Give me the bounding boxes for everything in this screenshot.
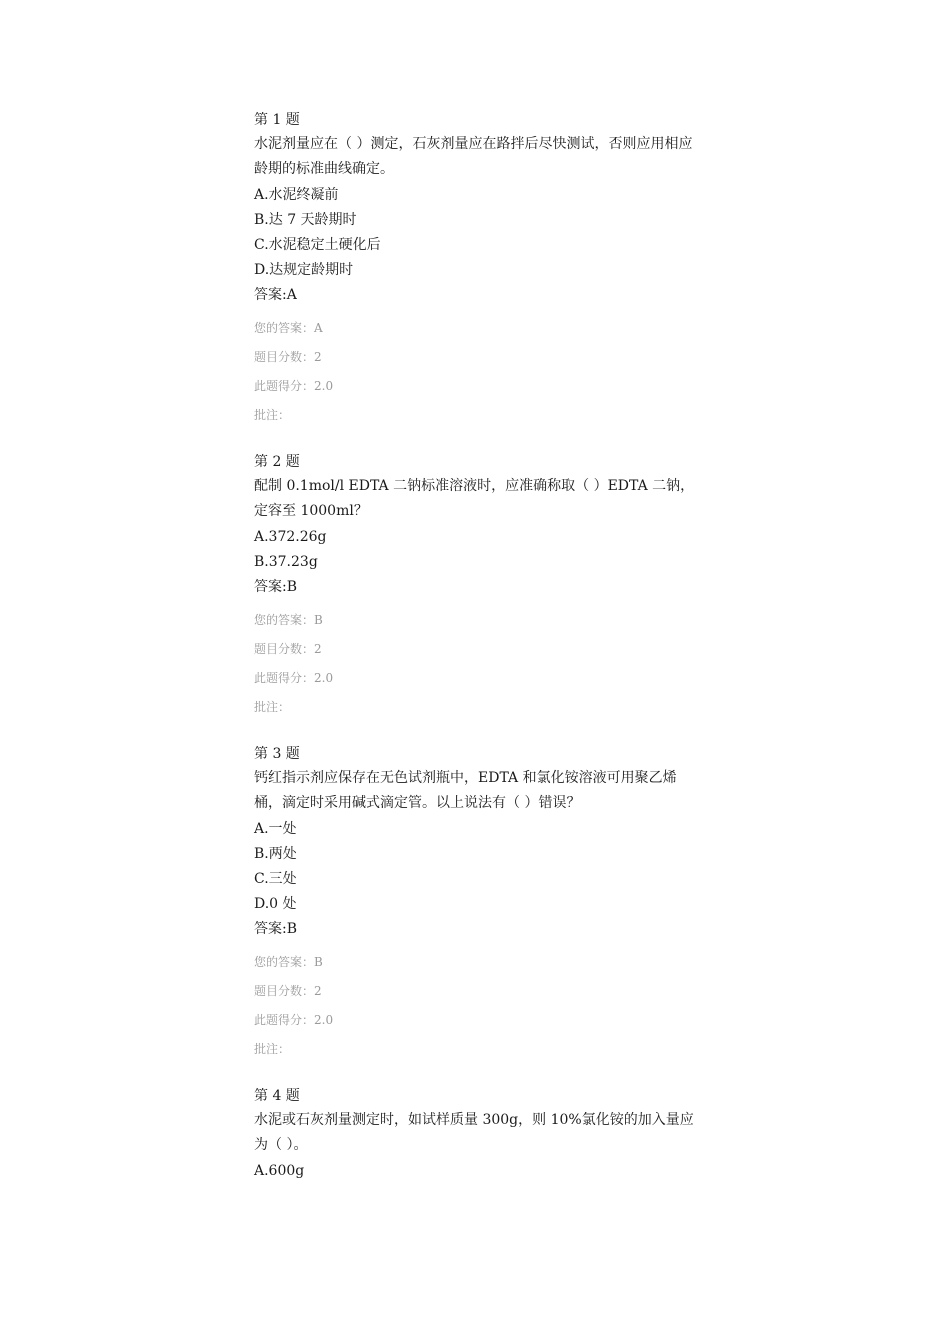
question-text: 水泥剂量应在（ ）测定，石灰剂量应在路拌后尽快测试，否则应用相应龄期的标准曲线确定。 [254, 136, 693, 177]
question-3 [254, 742, 702, 1064]
earned-label: 此题得分： [254, 379, 315, 393]
note-row [254, 693, 702, 722]
option-c: C.水泥稳定土硬化后 [254, 237, 381, 253]
question-text: 配制 0.1mol/l EDTA 二钠标准溶液时，应准确称取（ ）EDTA 二钠，定容至 1000ml？ [254, 478, 695, 519]
note-label: 批注： [254, 408, 291, 422]
score-row [254, 635, 702, 664]
earned-row [254, 372, 702, 401]
option-a: A.一处 [254, 821, 297, 837]
earned-row [254, 664, 702, 693]
option-a: A.372.26g [254, 529, 327, 545]
your-answer-label: 您的答案： [254, 321, 315, 335]
question-1 [254, 108, 702, 430]
question-title: 第 4 题 [254, 1088, 300, 1104]
option-a: A.600g [254, 1163, 305, 1179]
score-row [254, 977, 702, 1006]
question-title: 第 2 题 [254, 454, 300, 470]
note-label: 批注： [254, 700, 291, 714]
score-row [254, 343, 702, 372]
correct-answer: 答案:B [254, 921, 298, 937]
option-a: A.水泥终凝前 [254, 187, 339, 203]
earned-label: 此题得分： [254, 1013, 315, 1027]
your-answer-row [254, 948, 702, 977]
score-label: 题目分数： [254, 350, 315, 364]
note-row [254, 1035, 702, 1064]
option-b: B.两处 [254, 846, 297, 862]
earned-row [254, 1006, 702, 1035]
score-value: 2 [314, 984, 322, 998]
correct-answer: 答案:A [254, 287, 297, 303]
score-value: 2 [314, 350, 322, 364]
question-title: 第 1 题 [254, 112, 300, 128]
question-text: 水泥或石灰剂量测定时，如试样质量 300g，则 10%氯化铵的加入量应为（ ）。 [254, 1112, 694, 1153]
note-label: 批注： [254, 1042, 291, 1056]
your-answer-value: B [314, 955, 323, 969]
option-b: B.37.23g [254, 554, 318, 570]
score-label: 题目分数： [254, 642, 315, 656]
option-d: D.达规定龄期时 [254, 262, 354, 278]
option-b: B.达 7 天龄期时 [254, 212, 357, 228]
question-2 [254, 450, 702, 722]
exam-results-page [254, 108, 702, 1204]
correct-answer: 答案:B [254, 579, 298, 595]
your-answer-label: 您的答案： [254, 955, 315, 969]
score-value: 2 [314, 642, 322, 656]
your-answer-value: B [314, 613, 323, 627]
question-title: 第 3 题 [254, 746, 300, 762]
option-c: C.三处 [254, 871, 297, 887]
your-answer-label: 您的答案： [254, 613, 315, 627]
note-row [254, 401, 702, 430]
question-text: 钙红指示剂应保存在无色试剂瓶中，EDTA 和氯化铵溶液可用聚乙烯桶，滴定时采用碱式滴定管。以上说法有（ ）错误？ [254, 770, 677, 811]
score-label: 题目分数： [254, 984, 315, 998]
earned-value: 2.0 [314, 379, 334, 393]
question-4 [254, 1084, 702, 1184]
earned-value: 2.0 [314, 671, 334, 685]
your-answer-row [254, 314, 702, 343]
earned-value: 2.0 [314, 1013, 334, 1027]
earned-label: 此题得分： [254, 671, 315, 685]
your-answer-value: A [314, 321, 323, 335]
option-d: D.0 处 [254, 896, 297, 912]
your-answer-row [254, 606, 702, 635]
